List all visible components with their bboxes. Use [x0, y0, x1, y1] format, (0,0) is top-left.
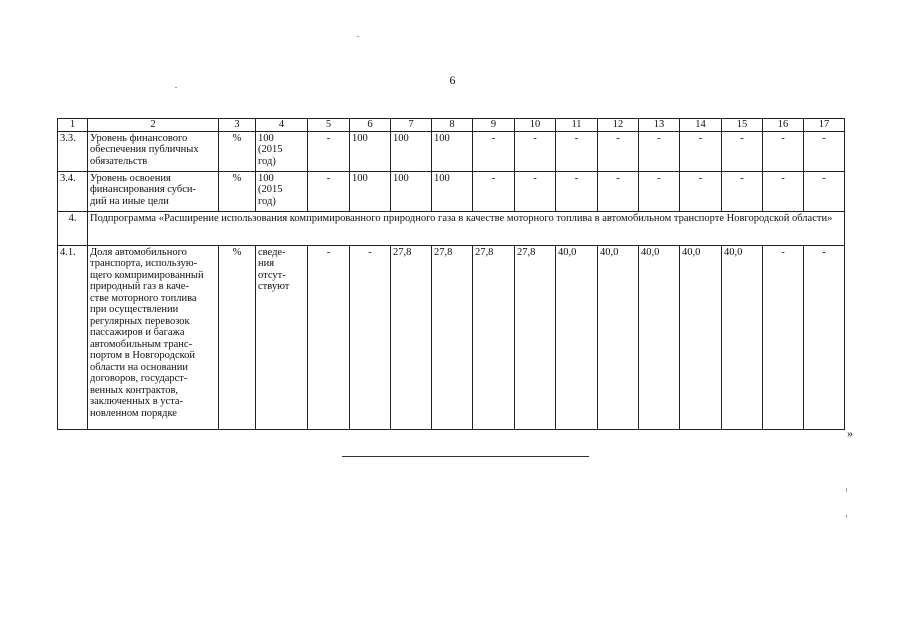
column-header: 10	[515, 119, 556, 132]
value-cell: -	[515, 171, 556, 211]
column-header: 9	[473, 119, 515, 132]
unit-cell: %	[219, 245, 256, 429]
value-cell: 27,8	[391, 245, 432, 429]
value-cell: 100	[350, 131, 391, 171]
value-cell: -	[680, 131, 722, 171]
column-header: 2	[88, 119, 219, 132]
column-header: 11	[556, 119, 598, 132]
table-row	[58, 245, 845, 429]
value-cell: 27,8	[432, 245, 473, 429]
value-cell: 100	[350, 171, 391, 211]
value-cell: -	[515, 131, 556, 171]
value-cell: -	[722, 171, 763, 211]
value-cell: 40,0	[598, 245, 639, 429]
row-number: 3.4.	[58, 171, 88, 211]
value-cell: -	[763, 245, 804, 429]
value-cell: -	[598, 131, 639, 171]
value-cell: -	[473, 131, 515, 171]
page-number: 6	[449, 73, 456, 87]
separator-line	[342, 456, 589, 457]
value-cell: -	[639, 171, 680, 211]
column-header: 17	[804, 119, 845, 132]
unit-cell: %	[219, 131, 256, 171]
value-cell: -	[556, 171, 598, 211]
row-number: 3.3.	[58, 131, 88, 171]
column-header: 16	[763, 119, 804, 132]
value-cell: -	[804, 171, 845, 211]
value-cell: -	[804, 245, 845, 429]
column-header: 8	[432, 119, 473, 132]
indicator-name: Доля автомобильного транспорта, использую- щего компримированный природный газ в каче- стве моторного топлива при осуществлении регулярных перевозок пассажиров и багажа автомобильным транс- портом в Новгородской области на основании договоров, государст- венных контрактов, заключенных в уста- новленном порядке	[88, 245, 219, 429]
indicator-name: Уровень освоения финансирования субси- дий на иные цели	[88, 171, 219, 211]
column-header: 1	[58, 119, 88, 132]
value-cell: -	[763, 131, 804, 171]
column-header: 12	[598, 119, 639, 132]
value-cell: 27,8	[515, 245, 556, 429]
value-cell: 40,0	[680, 245, 722, 429]
scan-speck	[846, 515, 847, 518]
closing-quote: »	[847, 426, 853, 440]
column-header: 14	[680, 119, 722, 132]
value-cell: -	[763, 171, 804, 211]
value-cell: -	[556, 131, 598, 171]
column-header: 13	[639, 119, 680, 132]
column-header: 6	[350, 119, 391, 132]
scan-speck	[175, 87, 177, 88]
scan-speck	[357, 36, 359, 37]
value-cell: -	[680, 171, 722, 211]
value-cell: 40,0	[639, 245, 680, 429]
value-cell: -	[308, 245, 350, 429]
value-cell: 40,0	[722, 245, 763, 429]
column-header: 5	[308, 119, 350, 132]
row-number: 4.1.	[58, 245, 88, 429]
unit-cell: %	[219, 171, 256, 211]
base-value-cell: сведе- ния отсут- ствуют	[256, 245, 308, 429]
column-header: 15	[722, 119, 763, 132]
value-cell: -	[350, 245, 391, 429]
scan-speck	[846, 488, 847, 492]
header-row	[58, 119, 845, 132]
value-cell: -	[308, 131, 350, 171]
value-cell: 100	[391, 131, 432, 171]
column-header: 3	[219, 119, 256, 132]
value-cell: 100	[432, 171, 473, 211]
table-row	[58, 171, 845, 211]
base-value-cell: 100 (2015 год)	[256, 131, 308, 171]
value-cell: -	[639, 131, 680, 171]
value-cell: 27,8	[473, 245, 515, 429]
column-header: 4	[256, 119, 308, 132]
subprogram-row	[58, 211, 845, 245]
row-number: 4.	[58, 211, 88, 245]
value-cell: -	[473, 171, 515, 211]
value-cell: -	[598, 171, 639, 211]
value-cell: 100	[391, 171, 432, 211]
subprogram-title: Подпрограмма «Расширение использования компримированного природного газа в качестве моторного топлива в автомобильном транспорте Новгородской области»	[88, 211, 845, 245]
base-value-cell: 100 (2015 год)	[256, 171, 308, 211]
value-cell: 100	[432, 131, 473, 171]
indicator-table	[57, 118, 845, 430]
table-row	[58, 131, 845, 171]
value-cell: 40,0	[556, 245, 598, 429]
value-cell: -	[804, 131, 845, 171]
value-cell: -	[722, 131, 763, 171]
column-header: 7	[391, 119, 432, 132]
value-cell: -	[308, 171, 350, 211]
indicator-name: Уровень финансового обеспечения публичных обязательств	[88, 131, 219, 171]
